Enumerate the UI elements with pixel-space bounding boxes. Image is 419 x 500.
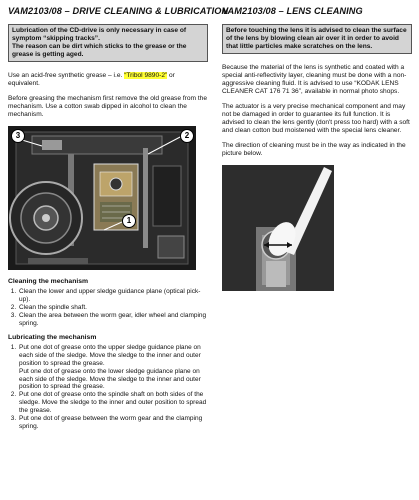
figure-callout-1: 1: [122, 214, 136, 228]
grease-text-post: or equivalent.: [8, 72, 175, 88]
left-title: VAM2103/08 – DRIVE CLEANING & LUBRICATION: [8, 6, 229, 16]
lubricating-step-3: 3. Put one dot of grease between the worm gear and the clamping spring.: [18, 415, 208, 431]
lubricating-step-1a: 1. Put one dot of grease onto the upper sledge guidance plane on each side of the sledge. Move the sledge to the inner and outer position to spread the grease.: [19, 343, 201, 367]
left-column: [8, 0, 229, 433]
drive-mechanism-illustration: [8, 126, 196, 270]
lens-material-paragraph: Because the material of the lens is synthetic and coated with a special anti-reflectivity layer, cleaning must be done with a non-aggressive cleaning fluid. It is advised to use “KODAK LENS CLEANER CAT 176 71 36”, available in normal photo shops.: [222, 64, 407, 96]
grease-product-highlight: “Tribol 9890-2”: [124, 72, 168, 80]
before-greasing-paragraph: Before greasing the mechanism first remove the old grease from the mechanism. Use a cotton swab dipped in alcohol to clean the mechanism.: [8, 95, 208, 119]
grease-paragraph: [8, 72, 208, 88]
cleaning-steps-list: [8, 288, 208, 328]
lens-cleaning-photo: [222, 165, 334, 291]
lubrication-note-line2: The reason can be dirt which sticks to the grease or the grease is getting aged.: [12, 43, 187, 59]
right-column: [222, 0, 412, 291]
lubricating-step-1: [18, 344, 208, 391]
lens-note-box: Before touching the lens it is advised to clean the surface of the lens by blowing clean air over it in order to avoid that little particles make scratches on the lens.: [222, 24, 412, 54]
lubricating-heading: Lubricating the mechanism: [8, 333, 97, 341]
right-title: VAM2103/08 – LENS CLEANING: [222, 6, 363, 16]
cleaning-step-1: 1. Clean the lower and upper sledge guidance plane (optical pick-up).: [18, 288, 208, 304]
figure-callout-2: 2: [180, 129, 194, 143]
lubricating-step-1b: Put one dot of grease onto the lower sledge guidance plane on each side of the sledge. Move the sledge to the inner and outer position to spread the grease.: [19, 367, 201, 391]
drive-mechanism-photo: [8, 126, 196, 270]
cleaning-heading: Cleaning the mechanism: [8, 278, 89, 286]
actuator-paragraph: The actuator is a very precise mechanical component and may not be damaged in order to guarantee its full function. It is advised to clean the lens gently (don't press too hard) with a soft and clean cotton bud moistened with the special lens cleaner.: [222, 103, 410, 135]
lubrication-note-box: [8, 24, 208, 62]
lubricating-step-2: 2. Put one dot of grease onto the spindle shaft on both sides of the sledge. Move the sledge to the inner and outer position to spread the grease.: [18, 391, 208, 415]
lubrication-note-line1: Lubrication of the CD-drive is only necessary in case of symptom “skipping tracks”.: [12, 27, 187, 43]
lubricating-steps-list: [8, 344, 208, 431]
figure-callout-3: 3: [11, 129, 25, 143]
cleaning-step-3: 3. Clean the area between the worm gear, idler wheel and clamping spring.: [18, 312, 208, 328]
cleaning-direction-paragraph: The direction of cleaning must be in the way as indicated in the picture below.: [222, 142, 406, 158]
lens-cleaning-illustration: [222, 165, 334, 291]
grease-text-pre: Use an acid-free synthetic grease – i.e.: [8, 72, 125, 80]
cleaning-step-2: 2. Clean the spindle shaft.: [18, 304, 208, 312]
